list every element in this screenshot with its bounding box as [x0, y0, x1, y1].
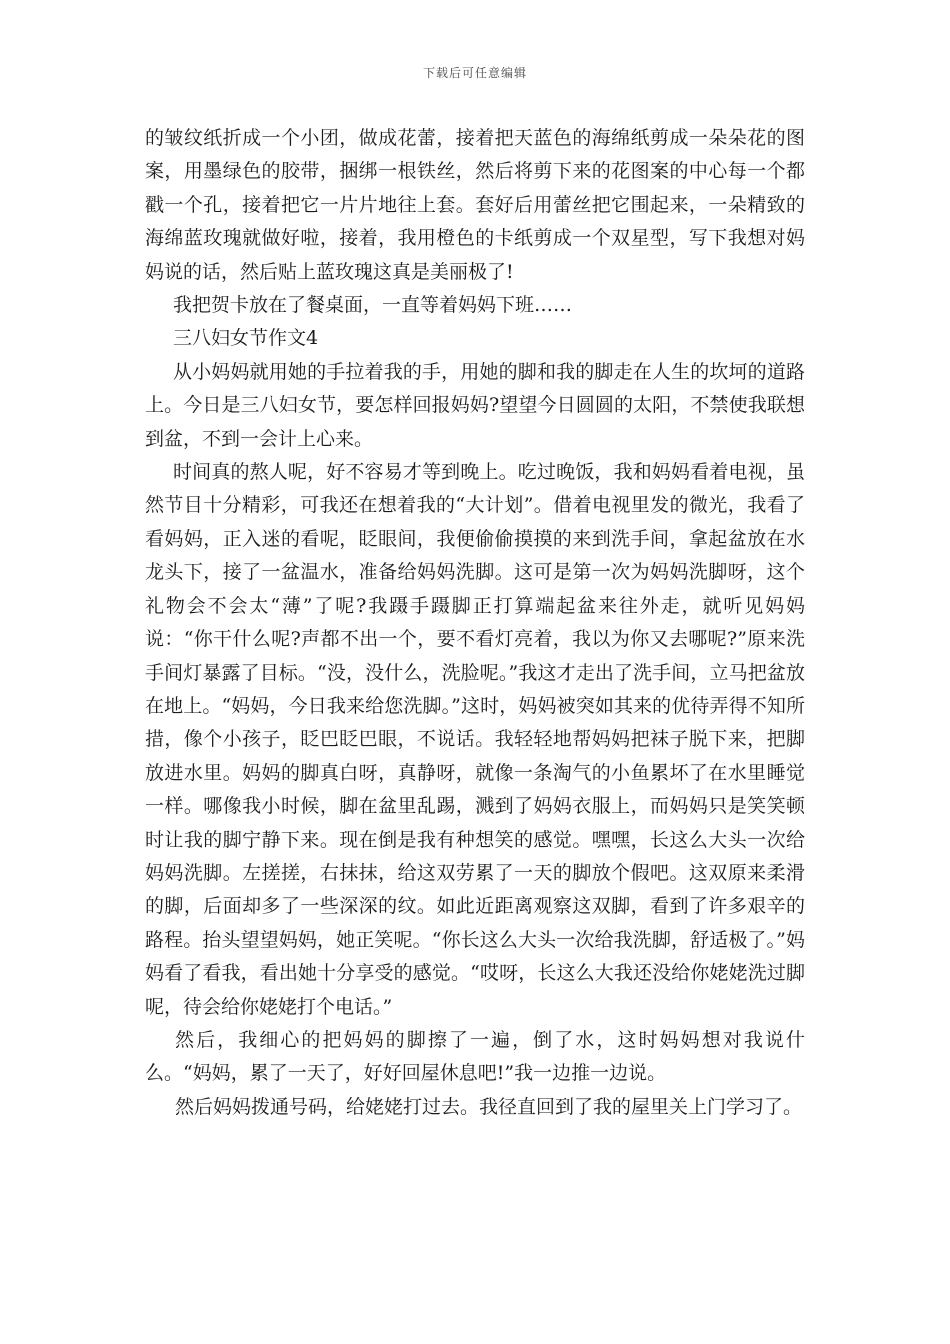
paragraph-after-washing: 然后，我细心的把妈妈的脚擦了一遍，倒了水，这时妈妈想对我说什么。“妈妈，累了一天了，好好回屋休息吧!”我一边推一边说。 — [145, 1028, 805, 1085]
document-body — [145, 122, 805, 1124]
paragraph-ending: 然后妈妈拨通号码，给姥姥打过去。我径直回到了我的屋里关上门学习了。 — [175, 1095, 803, 1118]
paragraph-card-on-table: 我把贺卡放在了餐桌面，一直等着妈妈下班…… — [173, 294, 573, 317]
page-header: 下载后可任意编辑 — [422, 66, 527, 80]
paragraph-intro: 从小妈妈就用她的手拉着我的手，用她的脚和我的脚走在人生的坎坷的道路上。今日是三八妇女节，要怎样回报妈妈?望望今日圆圆的太阳，不禁使我联想到盆，不到一会计上心来。 — [145, 360, 805, 450]
section-title: 三八妇女节作文4 — [173, 327, 319, 350]
paragraph-continuation: 的皱纹纸折成一个小团，做成花蕾，接着把天蓝色的海绵纸剪成一朵朵花的图案，用墨绿色的胶带，捆绑一根铁丝，然后将剪下来的花图案的中心每一个都戳一个孔，接着把它一片片地往上套。套好后用蕾丝把它围起来，一朵精致的海绵蓝玫瑰就做好啦，接着，我用橙色的卡纸剪成一个双星型，写下我想对妈妈说的话，然后贴上蓝玫瑰这真是美丽极了! — [145, 127, 805, 283]
paragraph-main-story: 时间真的熬人呢，好不容易才等到晚上。吃过晚饭，我和妈妈看着电视，虽然节目十分精彩，可我还在想着我的“大计划”。借着电视里发的微光，我看了看妈妈，正入迷的看呢，眨眼间，我便偷偷摸摸的来到洗手间，拿起盆放在水龙头下，接了一盆温水，准备给妈妈洗脚。这可是第一次为妈妈洗脚呀，这个礼物会不会太“薄”了呢?我蹑手蹑脚正打算端起盆来往外走，就听见妈妈说：“你干什么呢?声都不出一个，要不看灯亮着，我以为你又去哪呢?”原来洗手间灯暴露了目标。“没，没什么，洗脸呢。”我这才走出了洗手间，立马把盆放在地上。“妈妈，今日我来给您洗脚。”这时，妈妈被突如其来的优待弄得不知所措，像个小孩子，眨巴眨巴眼，不说话。我轻轻地帮妈妈把袜子脱下来，把脚放进水里。妈妈的脚真白呀，真静呀，就像一条淘气的小鱼累坏了在水里睡觉一样。哪像我小时候，脚在盆里乱踢，溅到了妈妈衣服上，而妈妈只是笑笑顿时让我的脚宁静下来。现在倒是我有种想笑的感觉。嘿嘿，长这么大头一次给妈妈洗脚。左搓搓，右抹抹，给这双劳累了一天的脚放个假吧。这双原来柔滑的脚，后面却多了一些深深的纹。如此近距离观察这双脚，看到了许多艰辛的路程。抬头望望妈妈，她正笑呢。“你长这么大头一次给我洗脚，舒适极了。”妈妈看了看我，看出她十分享受的感觉。“哎呀，长这么大我还没给你姥姥洗过脚呢，待会给你姥姥打个电话。” — [145, 461, 805, 1018]
